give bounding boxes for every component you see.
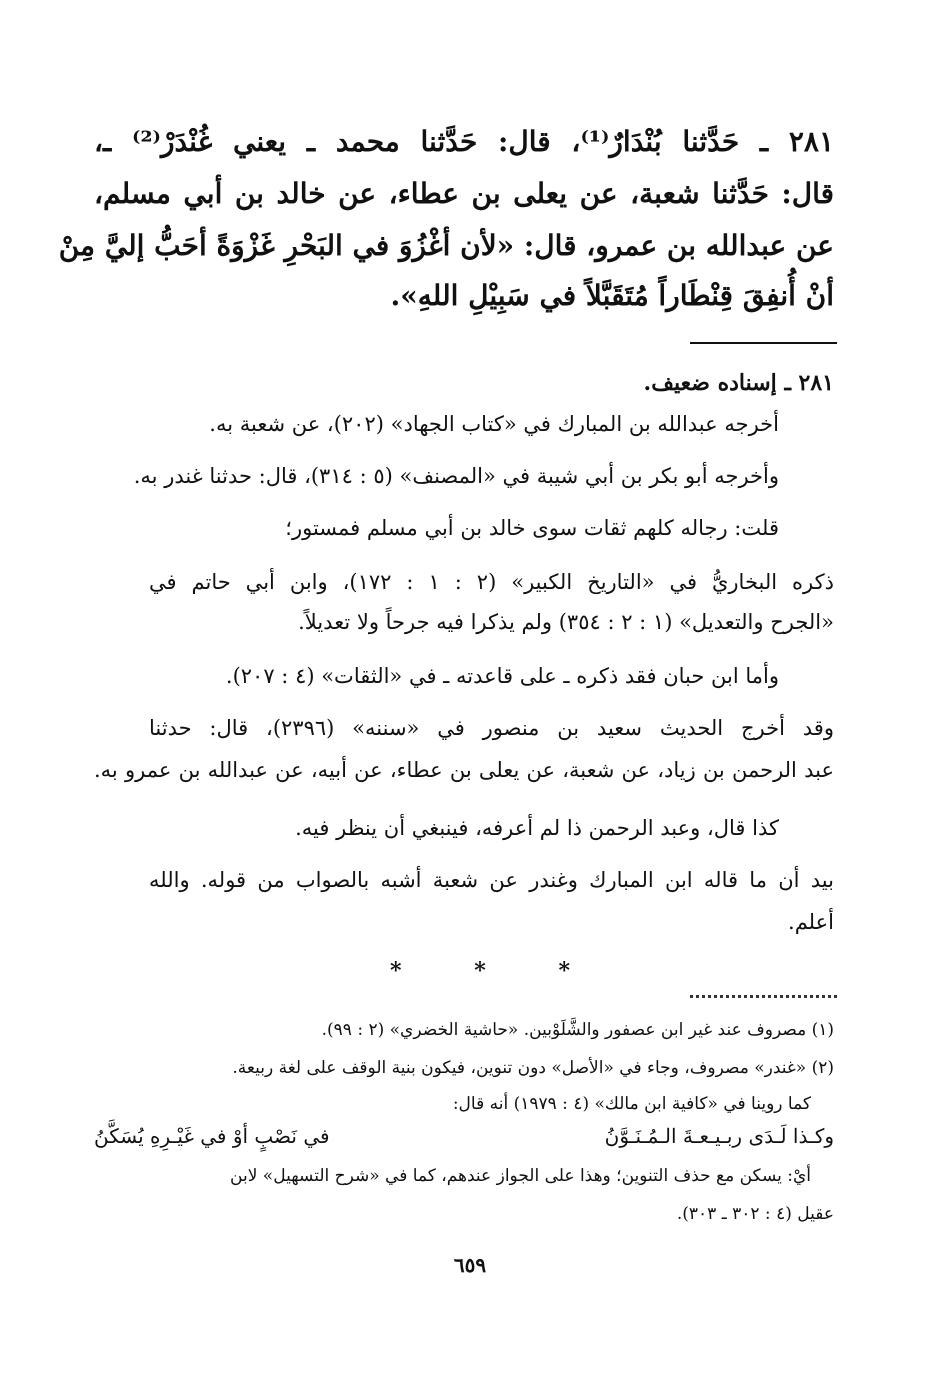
commentary-line: ذكره البخاريُّ في «التاريخ الكبير» (٢ : ١ : ١٧٢)، وابن أبي حاتم في xyxy=(149,570,834,594)
hadith-line: عن عبدالله بن عمرو، قال: «لأن أغْزُوَ في البَحْرِ غَزْوَةً أحَبُّ إليَّ مِنْ xyxy=(58,229,834,262)
footnote-line: كما روينا في «كافية ابن مالك» (٤ : ١٩٧٩) أنه قال: xyxy=(452,1094,811,1114)
commentary-line: وأما ابن حبان فقد ذكره ـ على قاعدته ـ في «الثقات» (٤ : ٢٠٧). xyxy=(225,664,779,688)
footnote-line: عقيل (٤ : ٣٠٢ ـ ٣٠٣). xyxy=(676,1204,834,1224)
poem-verse xyxy=(94,1126,834,1146)
commentary-line: وقد أخرج الحديث سعيد بن منصور في «سننه» (٢٣٩٦)، قال: حدثنا xyxy=(149,716,834,740)
star-icon: * xyxy=(558,958,570,984)
commentary-line: قلت: رجاله كلهم ثقات سوى خالد بن أبي مسلم فمستور؛ xyxy=(285,516,779,540)
poem-hemistich: وكـذا لَـدَى ربـيـعـةَ الـمُـنَـوَّنُ xyxy=(604,1124,834,1148)
commentary-line: كذا قال، وعبد الرحمن ذا لم أعرفه، فينبغي أن ينظر فيه. xyxy=(295,816,779,840)
commentary-line: «الجرح والتعديل» (١ : ٢ : ٣٥٤) ولم يذكرا فيه جرحاً ولا تعديلاً. xyxy=(298,610,834,634)
footnote-line: (٢) «غندر» مصروف، وجاء في «الأصل» دون تنوين، فيكون بنية الوقف على لغة ربيعة. xyxy=(232,1058,834,1078)
hadith-line: ٢٨١ ـ حَدَّثنا بُنْدَارٌ⁽¹⁾، قال: حَدَّثنا محمد ـ يعني غُنْدَرْ⁽²⁾ ـ، xyxy=(94,125,835,158)
star-icon: * xyxy=(390,958,402,984)
star-icon: * xyxy=(474,958,486,984)
commentary-line: بيد أن ما قاله ابن المبارك وغندر عن شعبة أشبه بالصواب من قوله. والله xyxy=(149,868,834,892)
hadith-line: أنْ أُنفِقَ قِنْطَاراً مُتَقَبَّلاً في سَبِيْلِ اللهِ». xyxy=(390,279,834,312)
hadith-line: قال: حَدَّثنا شعبة، عن يعلى بن عطاء، عن خالد بن أبي مسلم، xyxy=(94,177,834,210)
footnote-line: أيْ: يسكن مع حذف التنوين؛ وهذا على الجواز عندهم، كما في «شرح التسهيل» لابن xyxy=(230,1166,811,1186)
commentary-line: أعلم. xyxy=(788,910,834,934)
footnote-divider xyxy=(690,995,837,998)
commentary-line: عبد الرحمن بن زياد، عن شعبة، عن يعلى بن عطاء، عن أبيه، عن عبدالله بن عمرو به. xyxy=(94,758,834,782)
commentary-heading: ٢٨١ ـ إسناده ضعيف. xyxy=(643,370,834,396)
commentary-line: وأخرجه أبو بكر بن أبي شيبة في «المصنف» (٥ : ٣١٤)، قال: حدثنا غندر به. xyxy=(133,464,779,488)
section-divider xyxy=(690,342,837,344)
poem-hemistich: في نَصْبٍ أوْ في غَيْـرِهِ يُسَكَّنُ xyxy=(94,1124,330,1148)
page-number: ٦٥٩ xyxy=(453,1253,487,1277)
footnote-line: (١) مصروف عند غير ابن عصفور والشَّلَوْبين. «حاشية الخضري» (٢ : ٩٩). xyxy=(321,1020,834,1040)
star-separator xyxy=(390,958,570,984)
commentary-line: أخرجه عبدالله بن المبارك في «كتاب الجهاد» (٢٠٢)، عن شعبة به. xyxy=(209,412,779,436)
